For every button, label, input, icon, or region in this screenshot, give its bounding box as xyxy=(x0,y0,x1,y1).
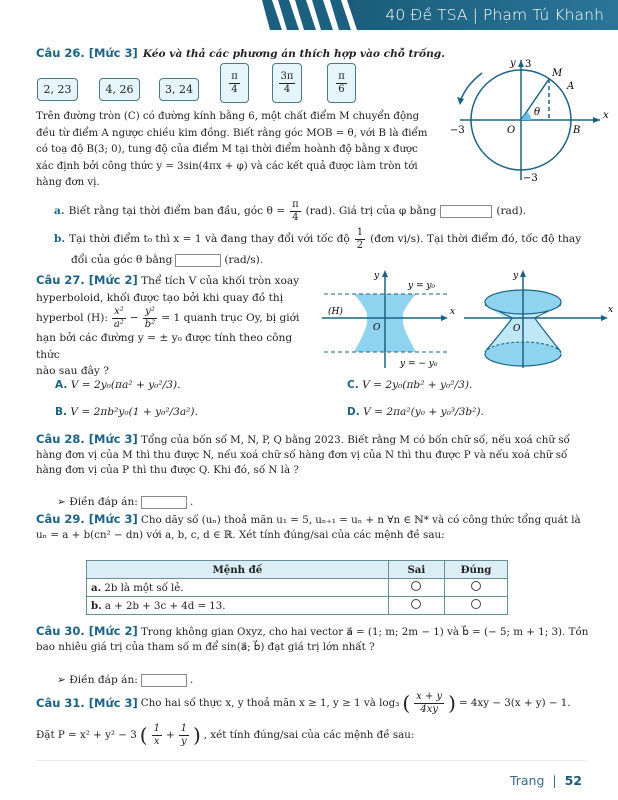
x-label: x xyxy=(603,110,609,121)
question-26-part-b-cont xyxy=(71,252,263,269)
fraction: $\frac{1}{x}$ xyxy=(153,722,160,747)
statement-label: b. xyxy=(91,599,102,612)
body-line: hyperboloid, khối được tạo bởi khi quay đồ thị xyxy=(36,291,284,304)
statement-text: 2b là một số lẻ. xyxy=(104,582,184,594)
body-text: Cho hai số thực x, y thoả mãn x ≥ 1, y ≥ 1 và log₃ xyxy=(140,696,400,709)
answer-option-a[interactable] xyxy=(55,377,180,394)
numerator: 3π xyxy=(280,70,294,82)
body-line: Cho dãy số (uₙ) thoả mãn u₁ = 5, uₙ₊₁ = uₙ + n ∀n ∈ ℕ* và có công thức tổng quát là xyxy=(141,514,581,526)
option-label: B. xyxy=(55,406,67,418)
option-formula: V = 2y₀(πb² + y₀²/3). xyxy=(362,379,473,391)
question-26-instruction: Kéo và thả các phương án thích hợp vào chỗ trống. xyxy=(142,48,445,60)
hyperbola-2d-figure xyxy=(314,268,460,368)
part-b-label: b. xyxy=(54,233,66,246)
drag-option-4[interactable] xyxy=(220,63,249,103)
question-29-body xyxy=(36,512,608,543)
body-line: nào sau đây ? xyxy=(36,365,109,377)
top-line-label: y = y₀ xyxy=(408,281,436,291)
question-28-answer-input[interactable] xyxy=(141,496,187,509)
body-text: = 4xy − 3(x + y) − 1. xyxy=(458,696,571,709)
body-line: đều từ điểm A ngược chiều kim đồng. Biết rằng góc MOB = θ, với B là điểm xyxy=(36,127,428,139)
body-line: bao nhiêu giá trị của tham số m để sin(a⃗; b⃗) đạt giá trị lớn nhất ? xyxy=(36,641,375,653)
body-line: hàng đơn vị. xyxy=(36,177,100,188)
question-27-body xyxy=(36,272,308,380)
question-27-label: Câu 27. [Mức 2] xyxy=(36,273,138,287)
true-cell[interactable] xyxy=(445,579,508,597)
question-26-part-a xyxy=(54,200,604,223)
hyperboloid-3d-figure xyxy=(458,268,618,368)
fill-answer-label: ➢ Điền đáp án: xyxy=(57,674,138,686)
table-row xyxy=(87,579,508,597)
denominator: 4 xyxy=(292,212,299,223)
label-origin: O xyxy=(507,125,516,136)
fraction-x2-a2: $\frac{\text{x²}}{\text{a²}}$ xyxy=(113,305,124,330)
column-header-false: Sai xyxy=(388,561,444,579)
y-label: y xyxy=(510,58,516,69)
fraction xyxy=(355,228,365,251)
label-b: B xyxy=(573,125,581,136)
numerator: 1 xyxy=(356,227,364,238)
right-paren: ) xyxy=(192,723,201,747)
question-26-part-b xyxy=(54,228,609,251)
question-30-body xyxy=(36,624,608,655)
hyperbola-equation-line: hyperbol (H): $\frac{\text{x²}}{\text{a²}}$ − $\frac{\text{y²}}{\text{b²}}$ = 1 quanh trục Oy, bị giới xyxy=(36,305,300,330)
fraction-y2-b2: $\frac{\text{y²}}{\text{b²}}$ xyxy=(144,305,156,330)
part-b-text-3: đổi của góc θ bằng xyxy=(71,254,173,266)
part-a-text-2: (rad). Giá trị của φ bằng xyxy=(305,205,437,218)
footer-separator: | xyxy=(552,773,557,788)
denominator: 2 xyxy=(356,240,364,251)
fill-answer-label: ➢ Điền đáp án: xyxy=(57,496,138,508)
drag-option-1[interactable] xyxy=(37,78,78,101)
origin-label: O xyxy=(373,323,381,333)
drag-option-3[interactable] xyxy=(159,78,199,101)
question-30-answer-row xyxy=(57,672,193,689)
body-line: Trong không gian Oxyz, cho hai vector a⃗ = (1; m; 2m − 1) và b⃗ = (− 5; m + 1; 3). Tồn xyxy=(141,626,589,638)
option-label: D. xyxy=(347,406,360,418)
period: . xyxy=(189,496,194,508)
fraction xyxy=(229,72,240,95)
y-label: y xyxy=(513,271,519,281)
body-line: Trên đường tròn (C) có đường kính bằng 6, một chất điểm M chuyển động xyxy=(36,111,420,122)
false-cell[interactable] xyxy=(388,597,444,615)
page-footer xyxy=(510,773,582,788)
fraction: $\frac{1}{y}$ xyxy=(180,722,187,747)
column-header-statement: Mệnh đề xyxy=(87,561,389,579)
option-formula: V = 2y₀(πa² + y₀²/3). xyxy=(70,379,181,391)
page-number: 52 xyxy=(564,773,582,788)
question-30-answer-input[interactable] xyxy=(141,674,187,687)
h-label: (H) xyxy=(328,307,343,317)
y-label: y xyxy=(374,271,380,281)
question-26-heading xyxy=(36,42,445,63)
body-line: có toạ độ B(3; 0), tung độ của điểm M tại thời điểm hoành độ bằng x được xyxy=(36,144,418,155)
question-31-label: Câu 31. [Mức 3] xyxy=(36,695,138,710)
body-line: hàng đơn vị của P thì thu được Q. Khi đó, số N là ? xyxy=(36,464,299,476)
denominator: 4xy xyxy=(420,703,438,715)
body-line: xác định bởi công thức y = 3sin(4πx + φ) và các kết quả được làm tròn tới xyxy=(36,160,418,172)
option-label: A. xyxy=(55,379,68,391)
question-29-label: Câu 29. [Mức 3] xyxy=(36,512,138,526)
rotation-arrowhead xyxy=(457,97,464,105)
label-left: −3 xyxy=(450,125,465,136)
fraction xyxy=(414,692,444,715)
body-text: Đặt P = x² + y² − 3 xyxy=(36,728,137,741)
drag-option-6[interactable] xyxy=(327,63,356,103)
left-paren: ( xyxy=(139,723,148,747)
question-28-answer-row xyxy=(57,494,193,511)
numerator: x + y xyxy=(416,690,443,702)
x-arrowhead xyxy=(593,117,600,123)
part-a-unit: (rad). xyxy=(496,205,527,218)
footer-divider xyxy=(36,760,586,761)
statement-cell xyxy=(87,597,389,615)
body-line: Thể tích V của khối tròn xoay xyxy=(141,275,300,287)
part-b-text: Tại thời điểm t₀ thì x = 1 và đang thay đổi với tốc độ xyxy=(69,233,350,246)
y-arrowhead xyxy=(518,60,524,67)
part-a-text: Biết rằng tại thời điểm ban đầu, góc θ = xyxy=(68,205,286,218)
header-banner xyxy=(0,0,618,32)
part-a-label: a. xyxy=(54,205,65,218)
rotation-arrow xyxy=(460,73,482,103)
statement-label: a. xyxy=(91,581,102,594)
denominator: 6 xyxy=(338,83,345,95)
question-31-line1 xyxy=(36,690,608,716)
question-28-label: Câu 28. [Mức 3] xyxy=(36,432,138,446)
x-label: x xyxy=(608,305,614,315)
part-b-text-2: (đơn vị/s). Tại thời điểm đó, tốc độ thay xyxy=(370,233,582,246)
numerator: π xyxy=(338,70,345,82)
denominator: 4 xyxy=(283,83,291,95)
drag-option-5[interactable] xyxy=(272,63,302,103)
page-label: Trang xyxy=(509,773,545,788)
body-line: uₙ = a + b(cn² − dn) với a, b, c, d ∈ ℝ. Xét tính đúng/sai của các mệnh đề sau: xyxy=(36,529,445,541)
document-title: 40 Đề TSA | Phạm Tú Khanh xyxy=(385,6,604,24)
body-text: , xét tính đúng/sai của các mệnh đề sau: xyxy=(203,728,415,741)
question-31-line2: Đặt P = x² + y² − 3 ( $\frac{1}{x}$ + $\frac{1}{y}$ ) , xét tính đúng/sai của các mệnh đề sau: xyxy=(36,722,415,747)
period: . xyxy=(189,674,194,686)
origin-label: O xyxy=(513,324,521,334)
drag-option-text: 3, 24 xyxy=(165,83,193,96)
true-false-table xyxy=(86,560,508,615)
answer-option-d[interactable] xyxy=(347,404,484,421)
question-30-label: Câu 30. [Mức 2] xyxy=(36,624,138,638)
column-header-true: Đúng xyxy=(445,561,508,579)
option-formula: V = 2πa²(y₀ + y₀³/3b²). xyxy=(363,406,484,418)
drag-option-2[interactable] xyxy=(99,78,140,101)
answer-option-b[interactable] xyxy=(55,404,198,421)
false-cell[interactable] xyxy=(388,579,444,597)
fraction xyxy=(279,72,296,95)
body-line: hàng đơn vị của M thì thu được N, nếu xoá chữ số hàng đơn vị của N thì thu được P và nếu xoá chữ số xyxy=(36,449,568,461)
body-line: Tổng của bốn số M, N, P, Q bằng 2023. Biết rằng M có bốn chữ số, nếu xoá chữ số xyxy=(141,434,570,446)
body-line: hạn bởi các đường y = ± y₀ được tính theo công thức xyxy=(36,332,293,361)
x-label: x xyxy=(450,307,456,317)
body-text: hyperbol (H): xyxy=(36,311,108,324)
drag-option-text: 4, 26 xyxy=(105,83,134,96)
radio-true-a[interactable] xyxy=(471,581,481,591)
label-theta: θ xyxy=(534,107,541,118)
question-28-body xyxy=(36,432,608,478)
true-cell[interactable] xyxy=(445,597,508,615)
fraction xyxy=(336,72,347,95)
table-header-row xyxy=(87,561,508,579)
option-label: C. xyxy=(347,379,359,391)
question-26-body xyxy=(36,109,428,192)
radio-false-b[interactable] xyxy=(411,599,421,609)
numerator: π xyxy=(292,199,299,210)
left-paren: ( xyxy=(402,691,411,715)
numerator: π xyxy=(231,70,238,82)
drag-option-text: 2, 23 xyxy=(43,83,72,96)
label-a: A xyxy=(567,81,575,92)
unit-circle-figure xyxy=(446,55,616,185)
table-row xyxy=(87,597,508,615)
answer-option-c[interactable] xyxy=(347,377,472,394)
answer-drop-zone-a[interactable] xyxy=(440,205,492,218)
bottom-line-label: y = − y₀ xyxy=(400,359,438,368)
answer-drop-zone-b[interactable] xyxy=(175,254,221,267)
label-bottom: −3 xyxy=(523,173,538,184)
statement-text: a + 2b + 3c + 4d = 13. xyxy=(104,600,226,612)
radio-true-b[interactable] xyxy=(471,599,481,609)
question-26-label: Câu 26. [Mức 3] xyxy=(36,46,138,60)
fraction xyxy=(290,200,301,223)
right-paren: ) xyxy=(448,691,456,715)
option-formula: V = 2πb²y₀(1 + y₀²/3a²). xyxy=(70,406,198,418)
label-top: 3 xyxy=(525,59,532,70)
label-m: M xyxy=(552,68,563,79)
radio-false-a[interactable] xyxy=(411,581,421,591)
part-b-unit: (rad/s). xyxy=(224,254,264,266)
denominator: 4 xyxy=(231,83,238,95)
statement-cell xyxy=(87,579,389,597)
body-text: = 1 quanh trục Oy, bị giới xyxy=(161,311,300,324)
